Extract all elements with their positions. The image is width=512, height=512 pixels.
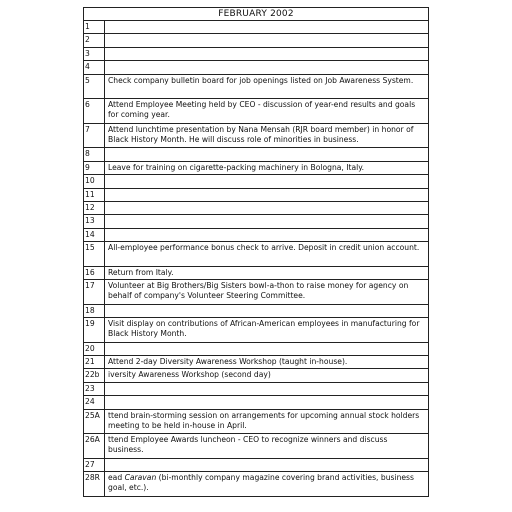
day-entry (105, 188, 429, 201)
entry-text: ead (108, 473, 125, 483)
calendar-row (84, 215, 429, 228)
calendar-row (84, 188, 429, 201)
day-entry (105, 382, 429, 395)
day-number: 9 (84, 161, 105, 174)
calendar-row (84, 123, 429, 148)
day-entry: Leave for training on cigarette-packing machinery in Bologna, Italy. (105, 161, 429, 174)
calendar-row (84, 175, 429, 188)
day-entry (105, 472, 429, 497)
calendar-row (84, 228, 429, 241)
calendar-row (84, 74, 429, 99)
day-number: 15 (84, 242, 105, 267)
calendar-sheet (83, 7, 429, 505)
calendar-row (84, 409, 429, 434)
calendar-row (84, 369, 429, 382)
day-number: 22b (84, 369, 105, 382)
day-entry: Attend Employee Meeting held by CEO - discussion of year-end results and goals for coming year. (105, 99, 429, 124)
day-entry (105, 21, 429, 34)
day-entry: All-employee performance bonus check to arrive. Deposit in credit union account. (105, 242, 429, 267)
day-entry (105, 175, 429, 188)
day-entry (105, 304, 429, 317)
calendar-row (84, 318, 429, 343)
calendar-row (84, 434, 429, 459)
day-entry (105, 396, 429, 409)
calendar-row (84, 356, 429, 369)
day-entry: ttend Employee Awards luncheon - CEO to recognize winners and discuss business. (105, 434, 429, 459)
magazine-title: Caravan (124, 473, 157, 483)
calendar-row (84, 280, 429, 305)
calendar-row (84, 34, 429, 47)
day-entry: ttend brain-storming session on arrangements for upcoming annual stock holders meeting to be held in-house in April. (105, 409, 429, 434)
day-entry: Attend lunchtime presentation by Nana Mensah (RJR board member) in honor of Black History Month. He will discuss role of minorities in business. (105, 123, 429, 148)
calendar-row (84, 266, 429, 279)
calendar-row (84, 304, 429, 317)
day-number: 28R (84, 472, 105, 497)
day-number: 11 (84, 188, 105, 201)
day-number: 10 (84, 175, 105, 188)
day-number: 23 (84, 382, 105, 395)
day-number: 24 (84, 396, 105, 409)
day-entry: Attend 2-day Diversity Awareness Workshop (taught in-house). (105, 356, 429, 369)
calendar-row (84, 99, 429, 124)
day-number: 27 (84, 458, 105, 471)
day-entry: iversity Awareness Workshop (second day) (105, 369, 429, 382)
calendar-table (83, 20, 429, 497)
calendar-row (84, 242, 429, 267)
day-number: 13 (84, 215, 105, 228)
day-number: 4 (84, 61, 105, 74)
day-number: 18 (84, 304, 105, 317)
calendar-row (84, 47, 429, 60)
day-entry (105, 201, 429, 214)
calendar-row (84, 21, 429, 34)
day-entry: Visit display on contributions of African-American employees in manufacturing for Black History Month. (105, 318, 429, 343)
day-number: 14 (84, 228, 105, 241)
day-number: 2 (84, 34, 105, 47)
day-number: 5 (84, 74, 105, 99)
day-number: 16 (84, 266, 105, 279)
calendar-row (84, 161, 429, 174)
day-number: 8 (84, 148, 105, 161)
calendar-row (84, 396, 429, 409)
calendar-row (84, 201, 429, 214)
day-number: 7 (84, 123, 105, 148)
day-number: 19 (84, 318, 105, 343)
day-entry (105, 458, 429, 471)
day-entry (105, 228, 429, 241)
calendar-row (84, 342, 429, 355)
day-number: 1 (84, 21, 105, 34)
day-entry (105, 61, 429, 74)
day-number: 3 (84, 47, 105, 60)
day-entry: Volunteer at Big Brothers/Big Sisters bowl-a-thon to raise money for agency on behalf of company's Volunteer Steering Committee. (105, 280, 429, 305)
day-number: 12 (84, 201, 105, 214)
day-entry: Check company bulletin board for job openings listed on Job Awareness System. (105, 74, 429, 99)
calendar-row (84, 458, 429, 471)
day-entry (105, 148, 429, 161)
calendar-row (84, 472, 429, 497)
calendar-title: FEBRUARY 2002 (83, 7, 429, 20)
calendar-row (84, 382, 429, 395)
day-entry (105, 47, 429, 60)
day-entry (105, 34, 429, 47)
calendar-row (84, 148, 429, 161)
day-number: 25A (84, 409, 105, 434)
day-number: 26A (84, 434, 105, 459)
day-entry (105, 342, 429, 355)
day-number: 6 (84, 99, 105, 124)
day-number: 21 (84, 356, 105, 369)
day-number: 17 (84, 280, 105, 305)
day-number: 20 (84, 342, 105, 355)
day-entry (105, 215, 429, 228)
entry-text: (bi-monthly company magazine covering brand activities, business goal, etc.). (108, 473, 414, 493)
day-entry: Return from Italy. (105, 266, 429, 279)
calendar-row (84, 61, 429, 74)
